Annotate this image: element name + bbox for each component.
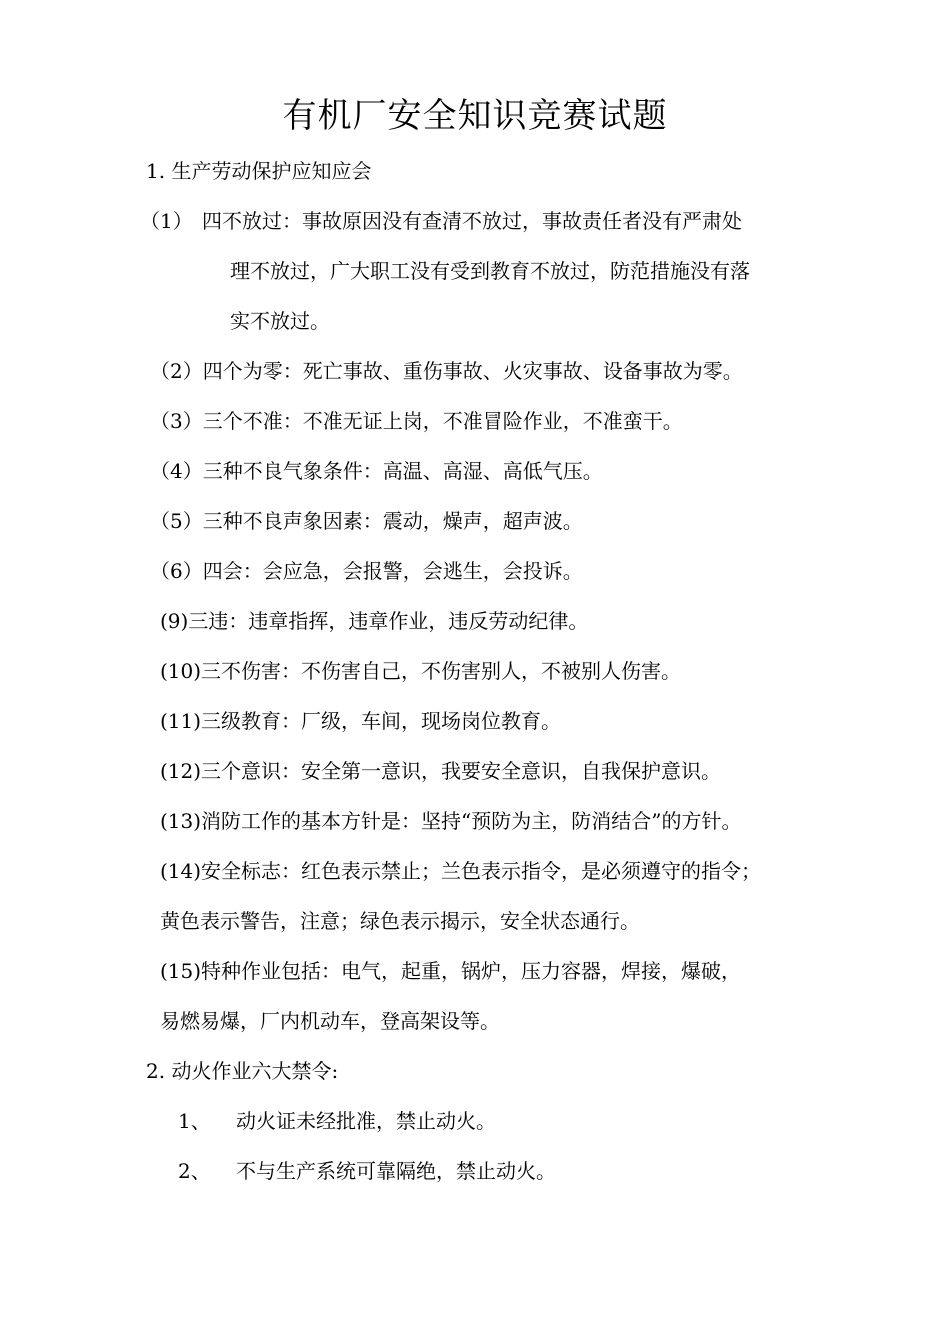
item-3: （3）三个不准：不准无证上岗，不准冒险作业，不准蛮干。 — [150, 409, 683, 433]
item-6: （6）四会：会应急，会报警，会逃生，会投诉。 — [150, 559, 583, 583]
item-14-line-2: 黄色表示警告，注意；绿色表示揭示，安全状态通行。 — [160, 909, 640, 933]
item-2: （2）四个为零：死亡事故、重伤事故、火灾事故、设备事故为零。 — [150, 359, 743, 383]
item-15-line-2: 易燃易爆，厂内机动车，登高架设等。 — [160, 1009, 500, 1033]
item-1-text-line-1: 四不放过：事故原因没有查清不放过，事故责任者没有严肃处 — [202, 209, 742, 233]
item-11: (11)三级教育：厂级，车间，现场岗位教育。 — [160, 709, 562, 733]
item-1-text-line-3: 实不放过。 — [230, 309, 330, 333]
document-title: 有机厂安全知识竞赛试题 — [282, 96, 668, 136]
item-12: (12)三个意识：安全第一意识，我要安全意识，自我保护意识。 — [160, 759, 722, 783]
section-2-heading: 2. 动火作业六大禁令: — [146, 1059, 339, 1083]
ban-1-number: 1、 — [178, 1109, 211, 1133]
item-1-number: （1） — [140, 209, 193, 233]
ban-1-text: 动火证未经批准，禁止动火。 — [236, 1109, 496, 1133]
item-10: (10)三不伤害：不伤害自己，不伤害别人，不被别人伤害。 — [160, 659, 682, 683]
item-4: （4）三种不良气象条件：高温、高湿、高低气压。 — [150, 459, 603, 483]
ban-2-number: 2、 — [178, 1159, 211, 1183]
item-15-line-1: (15)特种作业包括：电气，起重，锅炉，压力容器，焊接，爆破， — [160, 959, 742, 983]
item-13: (13)消防工作的基本方针是：坚持“预防为主，防消结合”的方针。 — [160, 809, 742, 833]
item-5: （5）三种不良声象因素：震动，燥声，超声波。 — [150, 509, 583, 533]
item-9: (9)三违：违章指挥，违章作业，违反劳动纪律。 — [160, 609, 589, 633]
item-14-line-1: (14)安全标志：红色表示禁止；兰色表示指令，是必须遵守的指令； — [160, 859, 762, 883]
item-1-text-line-2: 理不放过，广大职工没有受到教育不放过，防范措施没有落 — [230, 259, 750, 283]
ban-2-text: 不与生产系统可靠隔绝，禁止动火。 — [236, 1159, 556, 1183]
section-1-heading: 1. 生产劳动保护应知应会 — [146, 159, 372, 183]
